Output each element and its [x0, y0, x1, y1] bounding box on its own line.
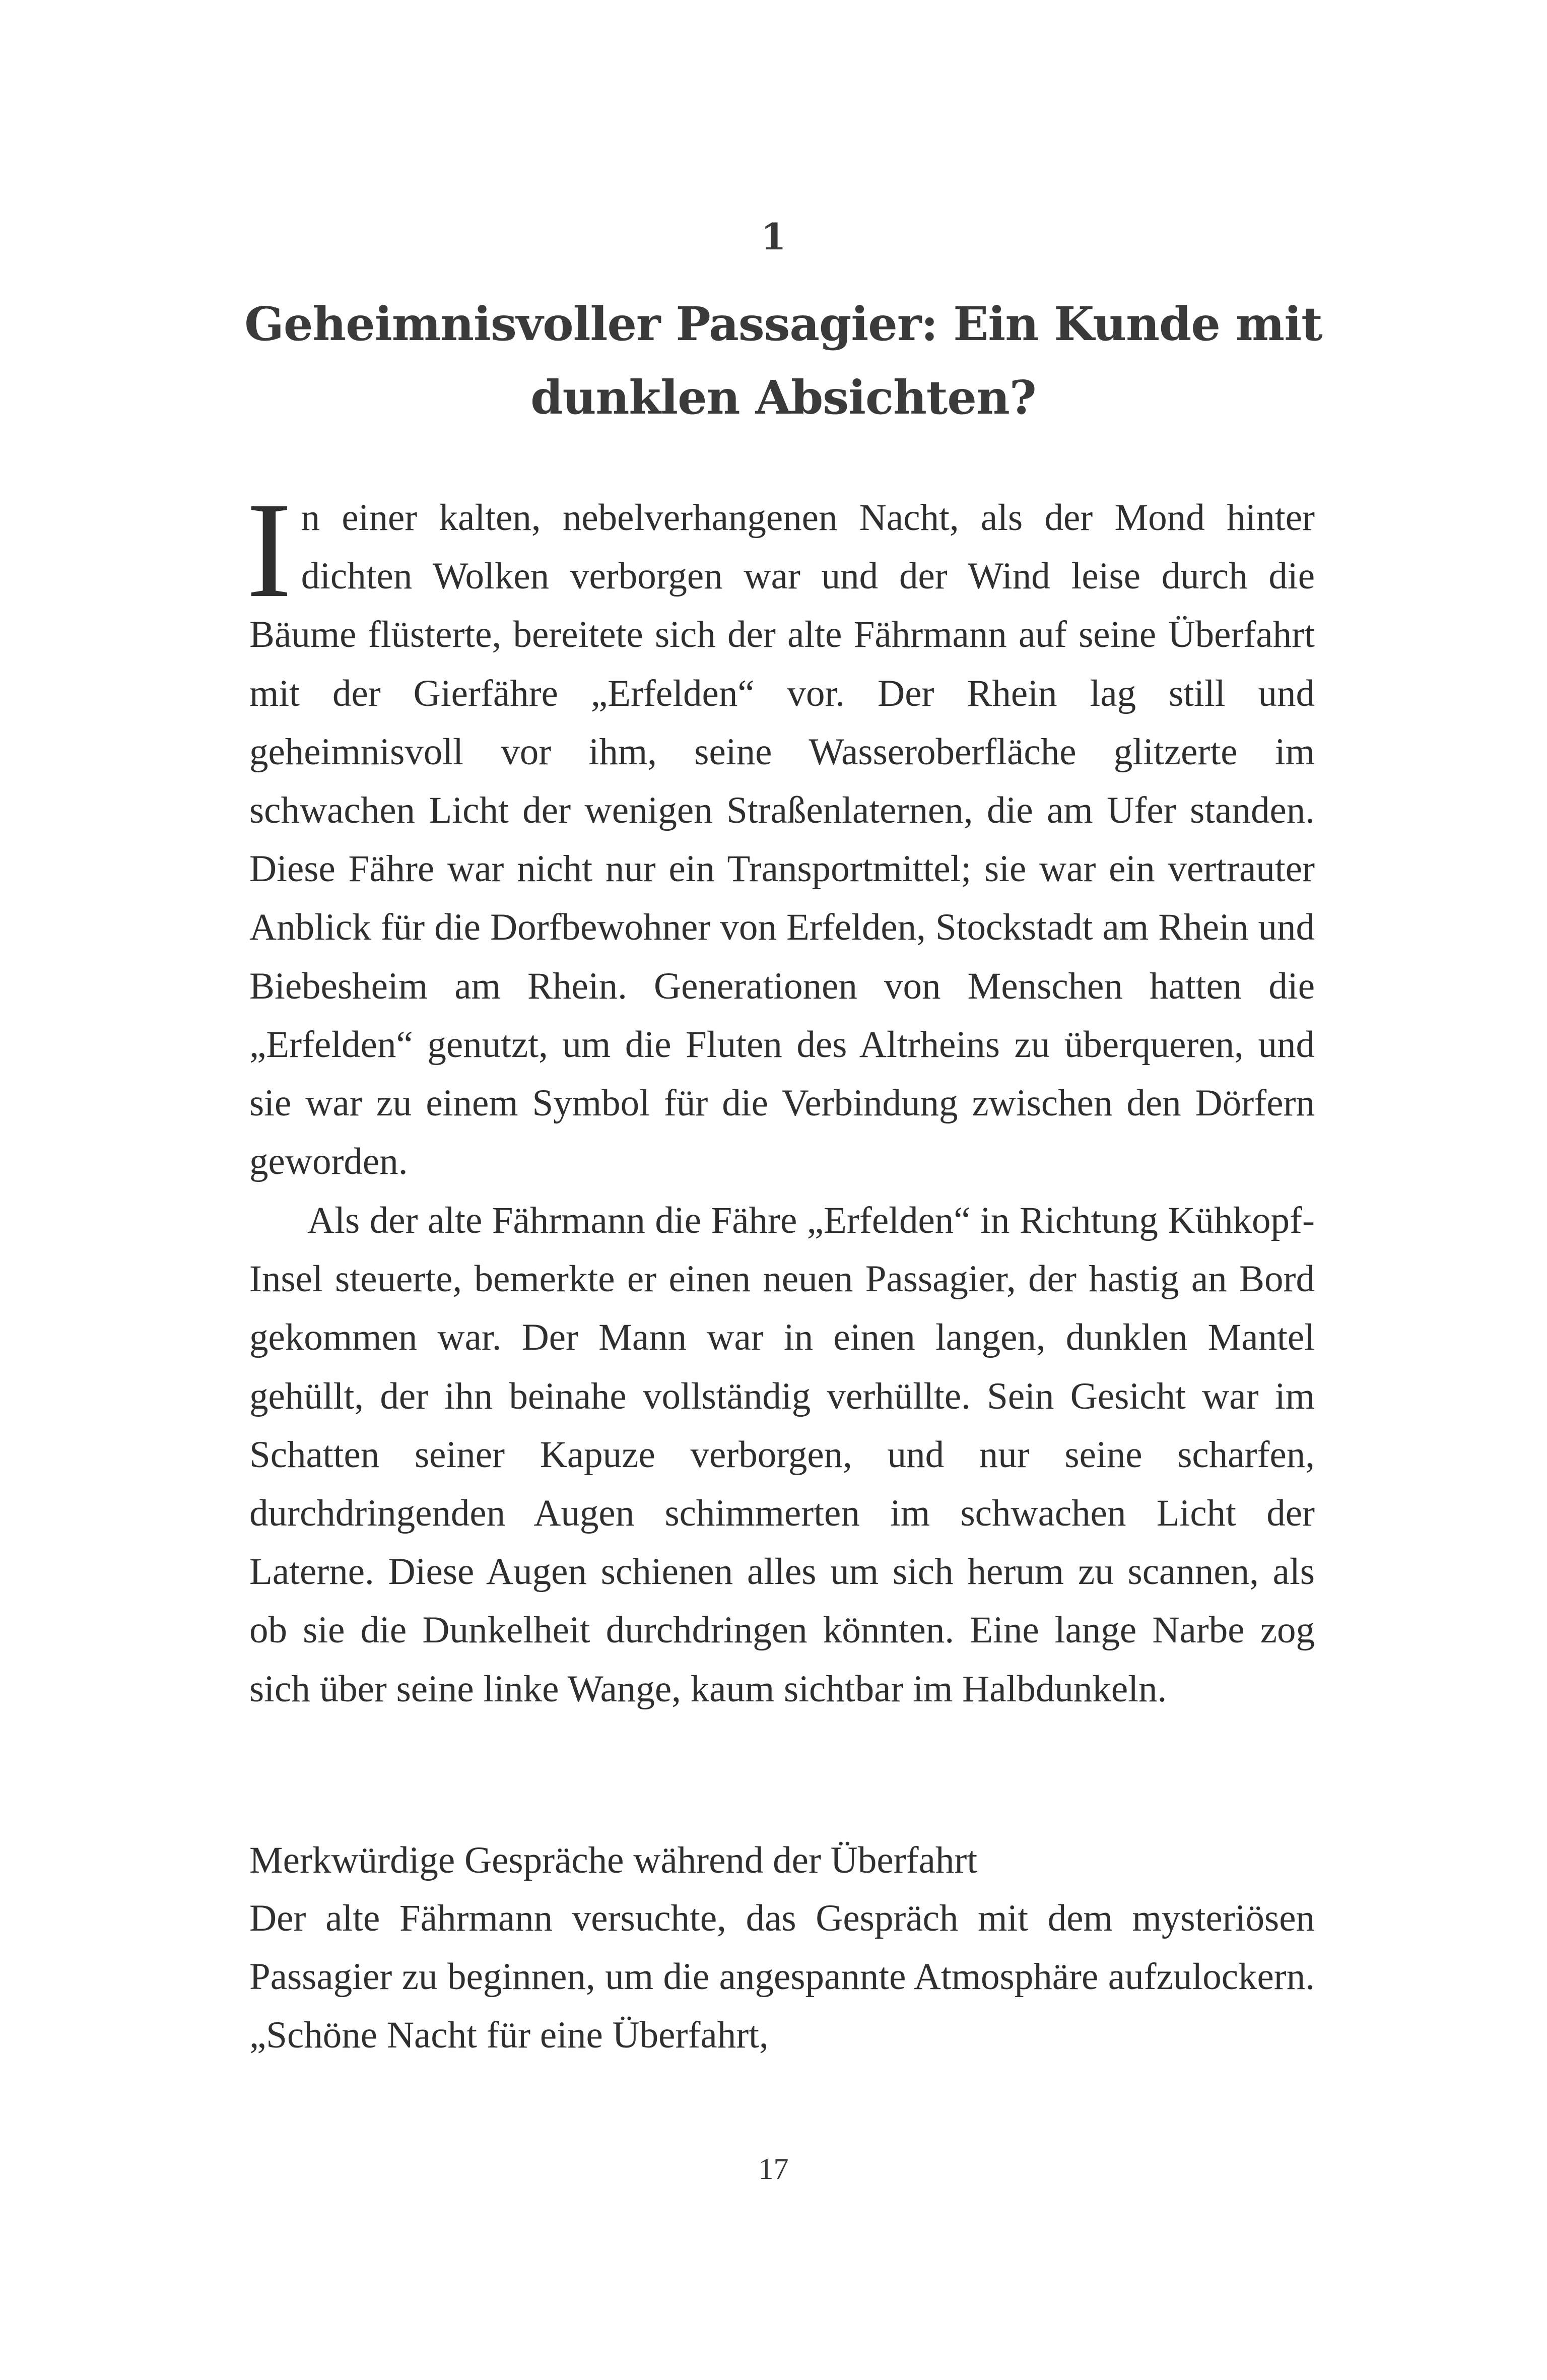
page-number: 17: [758, 2152, 789, 2186]
paragraph-1: [246, 474, 1315, 1191]
chapter-number: 1: [761, 215, 786, 258]
paragraph-1-text: n einer kalten, nebelverhangenen Nacht, als der Mond hinter dichten Wolken verborgen war und der Wind leise durch die Bäume flüsterte, bereitete sich der alte Fährmann auf seine Überfahrt mit der Gierfähre „Erfelden“ vor. Der Rhein lag still und geheimnisvoll vor ihm, seine Wasseroberfläche glitzerte im schwachen Licht der wenigen Straßenlaternen, die am Ufer standen. Diese Fähre war nicht nur ein Transportmittel; sie war ein vertrauter Anblick für die Dorfbewohner von Erfelden, Stockstadt am Rhein und Biebesheim am Rhein. Generationen von Menschen hatten die „Erfelden“ genutzt, um die Fluten des Altrheins zu überqueren, und sie war zu einem Symbol für die Verbindung zwischen den Dörfern geworden.: [249, 497, 1315, 1183]
section-subheading: Merkwürdige Gespräche während der Überfahrt: [249, 1839, 978, 1881]
chapter-title: Geheimnisvoller Passagier: Ein Kunde mit dunklen Absichten?: [244, 297, 1322, 425]
paragraph-2: Als der alte Fährmann die Fähre „Erfelden“ in Richtung Kühkopf-Insel steuerte, bemerkte er einen neuen Passagier, der hastig an Bord gekommen war. Der Mann war in einen langen, dunklen Mantel gehüllt, der ihn beinahe vollständig verhüllte. Sein Gesicht war im Schatten seiner Kapuze verborgen, und nur seine scharfen, durchdringenden Augen schimmerten im schwachen Licht der Laterne. Diese Augen schienen alles um sich herum zu scannen, als ob sie die Dunkelheit durchdringen könnten. Eine lange Narbe zog sich über seine linke Wange, kaum sichtbar im Halbdunkeln.: [249, 1200, 1315, 1710]
paragraph-3: Der alte Fährmann versuchte, das Gespräch mit dem mysteriösen Passagier zu beginnen, um die angespannte Atmosphäre aufzulockern. „Schöne Nacht für eine Überfahrt,: [249, 1897, 1315, 2057]
drop-cap: I: [246, 474, 292, 626]
